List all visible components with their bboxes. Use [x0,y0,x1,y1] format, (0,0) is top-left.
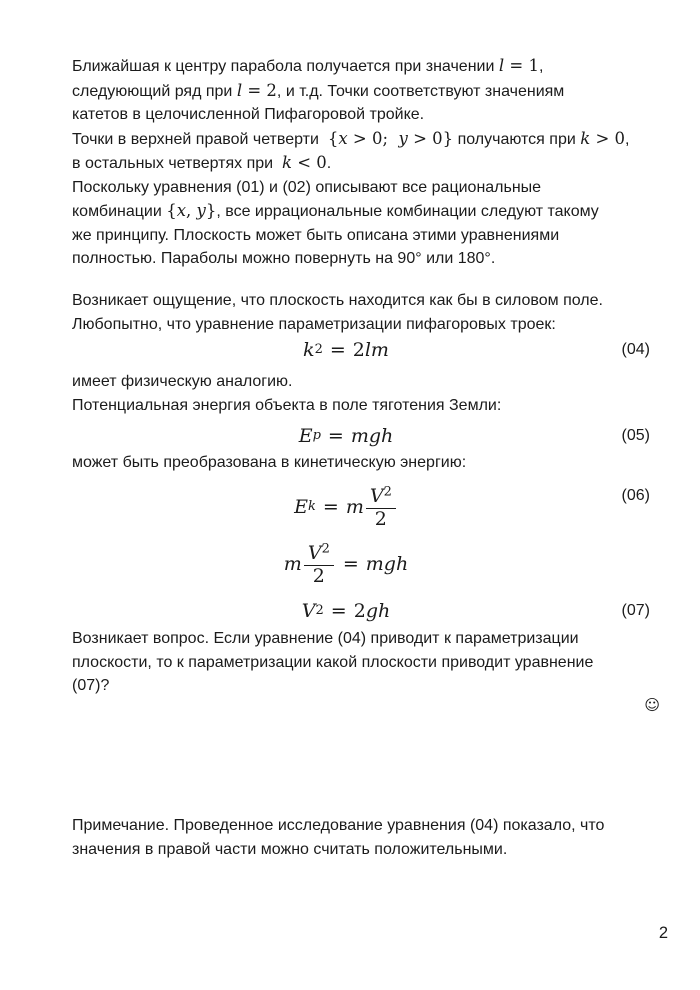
eq04-equals: = [329,339,346,361]
eqmid-equals: = [342,553,359,575]
eq06-equals: = [322,496,339,518]
smiley-face-icon: ☺ [644,696,660,714]
eq04-lhs: k [303,339,315,361]
eq06-frac-num-sup: 2 [383,484,392,499]
eqmid-coef: m [283,553,302,575]
text-line: плоскости, то к параметризации какой плоскости приводит уравнение [72,653,594,671]
eq05-lhs: E [298,425,313,447]
eq06-fraction-numerator [366,486,396,509]
eq06-coef: m [345,496,364,518]
text-line: Любопытно, что уравнение параметризации пифагоровых троек: [72,315,556,333]
eqmid-fraction-numerator [304,543,334,566]
eq07-equals: = [330,600,347,622]
eq06-fraction-denominator: 2 [374,507,387,530]
text-line: может быть преобразована в кинетическую энергию: [72,454,467,471]
equation-04 [72,336,650,364]
eq07-number: (07) [621,602,650,619]
eqmid-frac-num-sup: 2 [321,541,330,556]
equation-06 [72,485,650,529]
text-line: комбинации {x, y}, все иррациональные комбинации следуют такому [72,201,599,220]
text-line: (07)? [72,677,110,694]
text-line: Поскольку уравнения (01) и (02) описывают все рациональные [72,178,542,196]
text-line: Ближайшая к центру парабола получается при значении l = 1, [72,56,544,75]
paragraph-question [72,627,672,698]
text-line: катетов в целочисленной Пифагоровой тройке. [72,106,425,123]
text-line: Возникает ощущение, что плоскость находится как бы в силовом поле. [72,292,603,309]
equation-05-body: E p = mgh [298,425,394,447]
paragraph-kinetic-energy [72,451,672,475]
paragraph-force-field [72,289,672,336]
eqmid-frac-num-base: V [307,541,322,564]
page-number: 2 [658,924,668,942]
eq07-rhs-coef: 2 [353,600,366,622]
equation-07 [72,597,650,625]
eq06-lhs: E [294,496,308,518]
text-line: Возникает вопрос. Если уравнение (04) приводит к параметризации [72,630,579,647]
eq06-number: (06) [621,487,650,504]
eq04-number: (04) [621,341,650,358]
equation-04-body: k 2 = 2 lm [303,339,389,361]
eq06-fraction [366,486,396,529]
eqmid-rhs: mgh [365,553,409,575]
eq07-rhs: gh [365,600,391,622]
eq04-rhs: lm [364,339,389,361]
equation-05 [72,421,650,451]
text-line: значения в правой части можно считать положительными. [72,840,508,858]
eq05-number: (05) [621,427,650,444]
eq07-lhs: V [301,600,316,622]
eq05-equals: = [327,425,344,447]
equation-06-body: E k = m $\frac{V^2}{2}$ [72,485,620,529]
text-line: Потенциальная энергия объекта в поле тяготения Земли: [72,396,502,414]
eqmid-fraction-denominator: 2 [312,564,325,587]
equation-07-body: V 2 = 2 gh [301,600,391,622]
text-line: же принципу. Плоскость может быть описана этими уравнениями [72,226,560,244]
text-line: Точки в верхней правой четверти {x > 0; y > 0} получаются при k > 0, [72,128,630,148]
paragraph-physical-analogy [72,370,672,417]
eq05-rhs: mgh [350,425,394,447]
paragraph-note [72,814,672,861]
paragraph-parabola-intro [72,54,672,271]
eq04-rhs-coef: 2 [352,339,365,361]
text-line: следуюющий ряд при l = 2, и т.д. Точки соответствуют значениям [72,80,565,100]
eqmid-fraction [304,543,334,586]
text-line: Примечание. Проведенное исследование уравнения (04) показало, что [72,817,605,834]
text-line: полностью. Параболы можно повернуть на 90° или 180°. [72,250,496,267]
equation-middle [72,542,650,586]
eq06-frac-num-base: V [369,484,384,507]
equation-middle-body [72,542,620,586]
text-line: имеет физическую аналогию. [72,373,293,390]
text-line: в остальных четвертях при k < 0. [72,153,332,172]
